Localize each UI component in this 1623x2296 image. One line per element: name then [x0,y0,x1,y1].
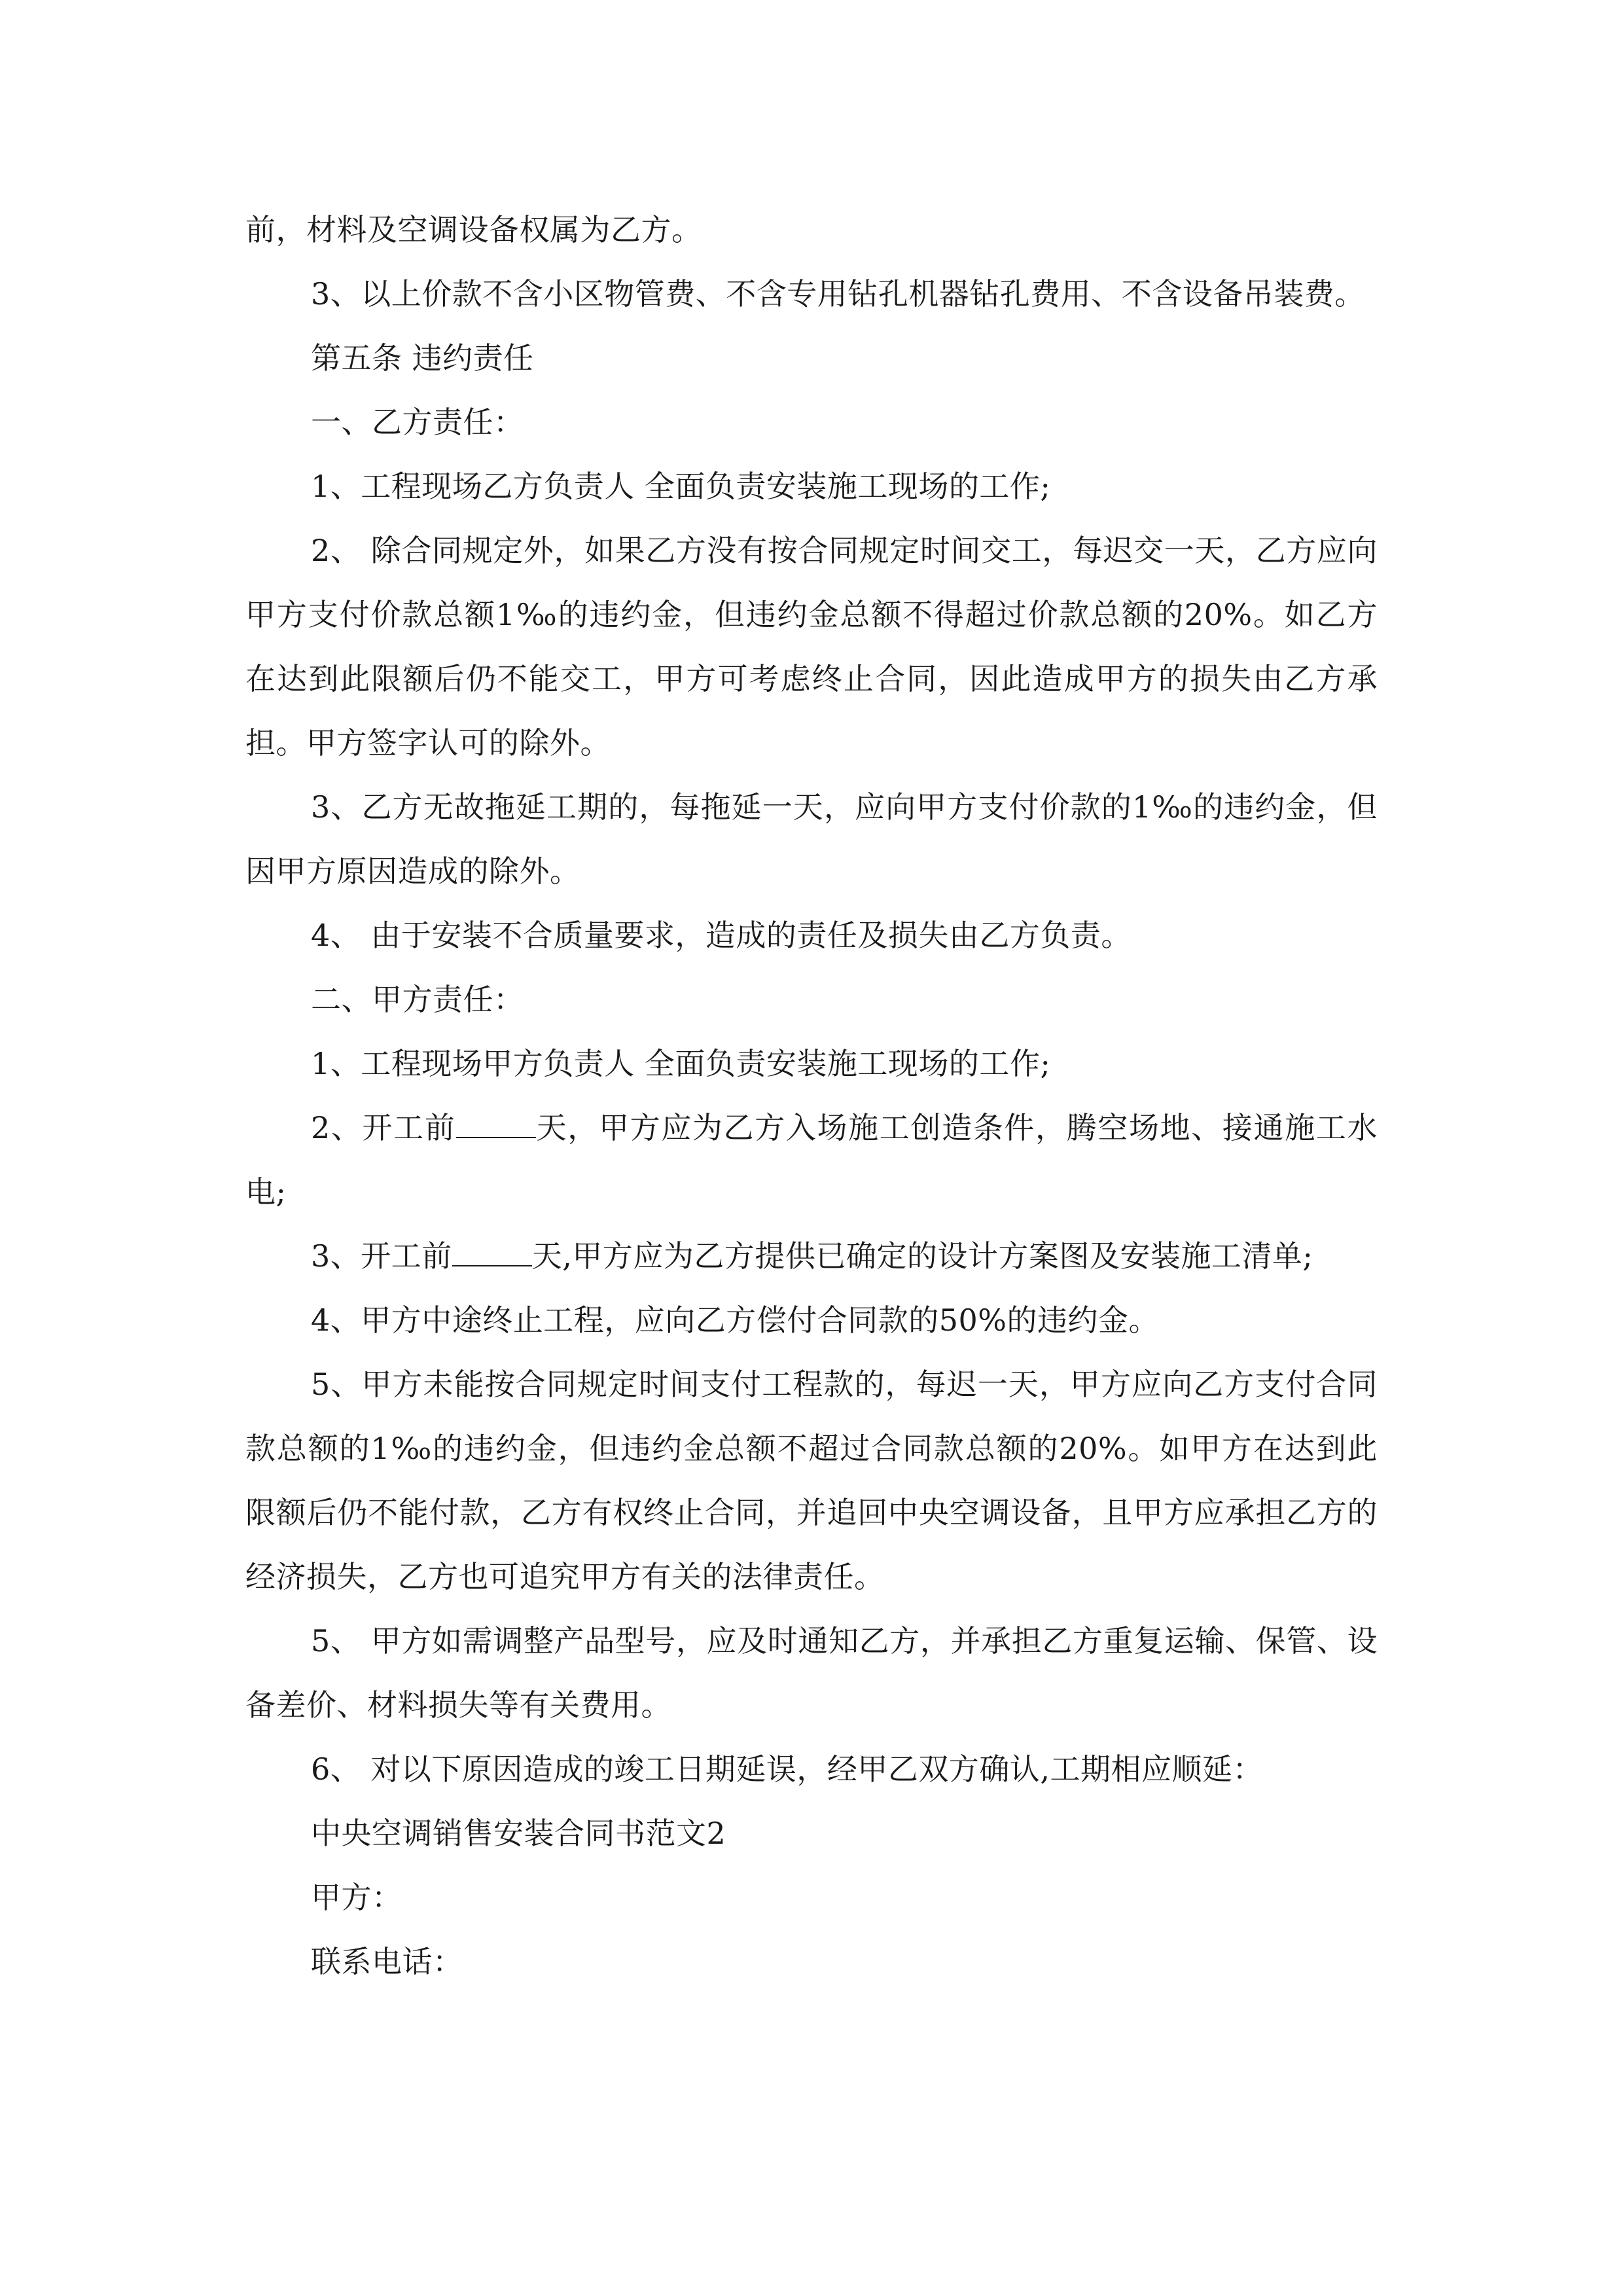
article-heading: 第五条 违约责任 [311,340,534,376]
paragraph: 6、 对以下原因造成的竣工日期延误，经甲乙双方确认,工期相应顺延： [311,1751,1264,1787]
section-heading: 二、甲方责任： [311,982,524,1017]
paragraph-with-blank [245,1096,1378,1224]
paragraph: 3、乙方无故拖延工期的，每拖延一天，应向甲方支付价款的1‰的违约金，但因甲方原因造成的除外。 [245,789,1378,889]
paragraph-text-before: 3、开工前 [311,1238,452,1274]
paragraph: 4、 由于安装不合质量要求，造成的责任及损失由乙方负责。 [311,918,1132,953]
paragraph: 4、甲方中途终止工程，应向乙方偿付合同款的50%的违约金。 [311,1302,1160,1338]
paragraph-text-before: 2、开工前 [311,1110,456,1145]
paragraph: 2、 除合同规定外，如果乙方没有按合同规定时间交工，每迟交一天，乙方应向甲方支付价款总额1‰的违约金，但违约金总额不得超过价款总额的20%。如乙方在达到此限额后仍不能交工，甲方可考虑终止合同，因此造成甲方的损失由乙方承担。甲方签字认可的除外。 [245,533,1378,761]
fill-in-blank [452,1240,532,1266]
fill-in-blank [456,1112,536,1138]
party-a-label: 甲方： [311,1880,402,1915]
paragraph: 5、甲方未能按合同规定时间支付工程款的，每迟一天，甲方应向乙方支付合同款总额的1‰的违约金，但违约金总额不超过合同款总额的20%。如甲方在达到此限额后仍不能付款，乙方有权终止合同，并追回中央空调设备，且甲方应承担乙方的经济损失，乙方也可追究甲方有关的法律责任。 [245,1367,1378,1594]
paragraph: 前，材料及空调设备权属为乙方。 [245,212,702,247]
paragraph: 1、工程现场甲方负责人 全面负责安装施工现场的工作; [311,1046,1051,1081]
paragraph: 5、 甲方如需调整产品型号，应及时通知乙方，并承担乙方重复运输、保管、设备差价、材料损失等有关费用。 [245,1623,1378,1723]
document-body [245,198,1378,1994]
section-heading: 一、乙方责任： [311,404,524,440]
paragraph: 3、以上价款不含小区物管费、不含专用钻孔机器钻孔费用、不含设备吊装费。 [311,276,1365,312]
paragraph-text-after: 天，甲方应为乙方入场施工创造条件，腾空场地、接通施工水电; [245,1110,1378,1210]
paragraph: 1、工程现场乙方负责人 全面负责安装施工现场的工作; [311,469,1051,504]
paragraph-with-blank [245,1224,1378,1288]
paragraph-text-after: 天,甲方应为乙方提供已确定的设计方案图及安装施工清单; [531,1238,1313,1274]
document-title: 中央空调销售安装合同书范文2 [311,1816,726,1851]
phone-label: 联系电话： [311,1944,463,1979]
